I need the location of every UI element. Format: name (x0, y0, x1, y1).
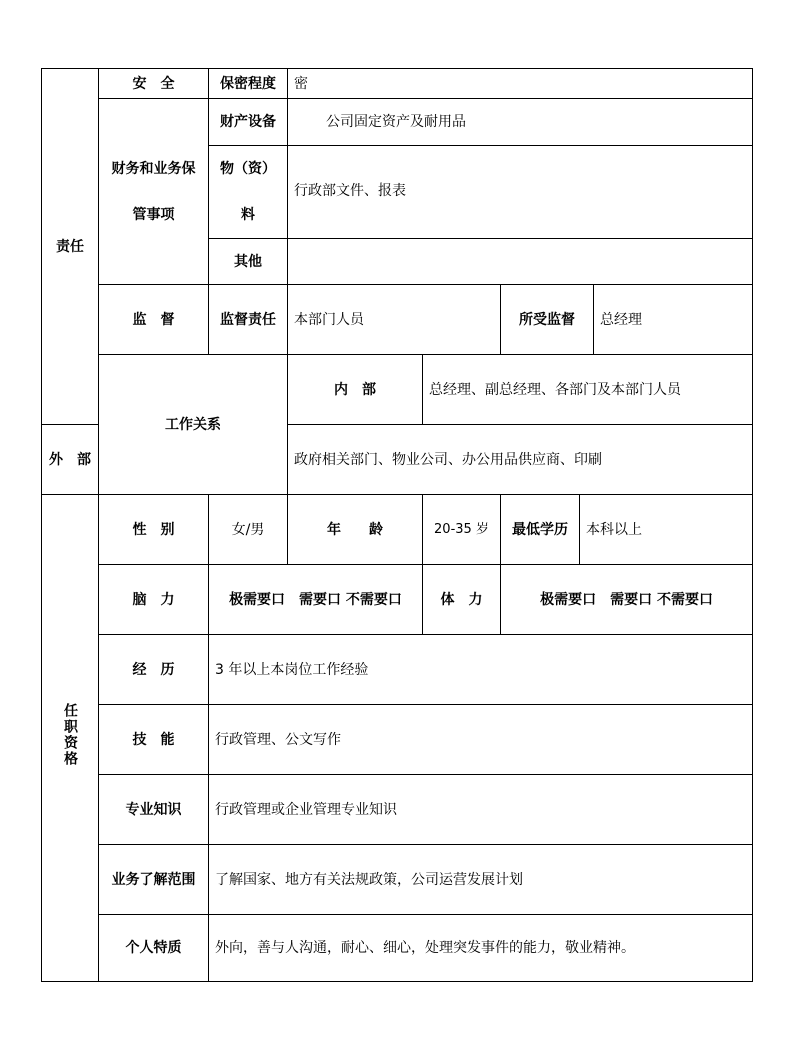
internal-label: 内 部 (288, 355, 423, 425)
mental-value: 极需要口 需要口 不需要口 (209, 565, 423, 635)
qualifications-label-text: 任职资格 (62, 702, 78, 767)
assets-value: 公司固定资产及耐用品 (288, 99, 753, 146)
job-description-table (41, 68, 753, 982)
safety-label: 安 全 (99, 69, 209, 99)
supervision-duty-value: 本部门人员 (288, 285, 501, 355)
skills-value: 行政管理、公文写作 (209, 705, 753, 775)
materials-label-line2: 料 (241, 207, 255, 223)
supervised-by-value: 总经理 (594, 285, 753, 355)
custody-label: 财务和业务保管事项 (99, 99, 209, 285)
knowledge-label: 专业知识 (99, 775, 209, 845)
age-value: 20-35 岁 (423, 495, 501, 565)
assets-label: 财产设备 (209, 99, 288, 146)
external-value: 政府相关部门、物业公司、办公用品供应商、印刷 (288, 425, 753, 495)
scope-label: 业务了解范围 (99, 845, 209, 915)
traits-value: 外向，善与人沟通，耐心、细心，处理突发事件的能力，敬业精神。 (209, 915, 753, 982)
experience-label: 经 历 (99, 635, 209, 705)
physical-value: 极需要口 需要口 不需要口 (501, 565, 753, 635)
other-value (288, 239, 753, 285)
work-relations-label: 工作关系 (99, 355, 288, 495)
responsibility-label: 责任 (42, 69, 99, 425)
internal-value: 总经理、副总经理、各部门及本部门人员 (423, 355, 753, 425)
scope-value: 了解国家、地方有关法规政策，公司运营发展计划 (209, 845, 753, 915)
age-label: 年 龄 (288, 495, 423, 565)
gender-value: 女/男 (209, 495, 288, 565)
gender-label: 性 别 (99, 495, 209, 565)
knowledge-value: 行政管理或企业管理专业知识 (209, 775, 753, 845)
materials-label-line1: 物（资） (220, 161, 276, 177)
secrecy-value: 密 (288, 69, 753, 99)
secrecy-label: 保密程度 (209, 69, 288, 99)
traits-label: 个人特质 (99, 915, 209, 982)
materials-label (209, 146, 288, 239)
supervised-by-label: 所受监督 (501, 285, 594, 355)
qualifications-label (42, 495, 99, 982)
other-label: 其他 (209, 239, 288, 285)
education-label: 最低学历 (501, 495, 580, 565)
experience-value: 3 年以上本岗位工作经验 (209, 635, 753, 705)
supervision-duty-label: 监督责任 (209, 285, 288, 355)
physical-label: 体 力 (423, 565, 501, 635)
skills-label: 技 能 (99, 705, 209, 775)
external-label: 外 部 (42, 425, 99, 495)
materials-value: 行政部文件、报表 (288, 146, 753, 239)
supervision-label: 监 督 (99, 285, 209, 355)
education-value: 本科以上 (580, 495, 753, 565)
mental-label: 脑 力 (99, 565, 209, 635)
